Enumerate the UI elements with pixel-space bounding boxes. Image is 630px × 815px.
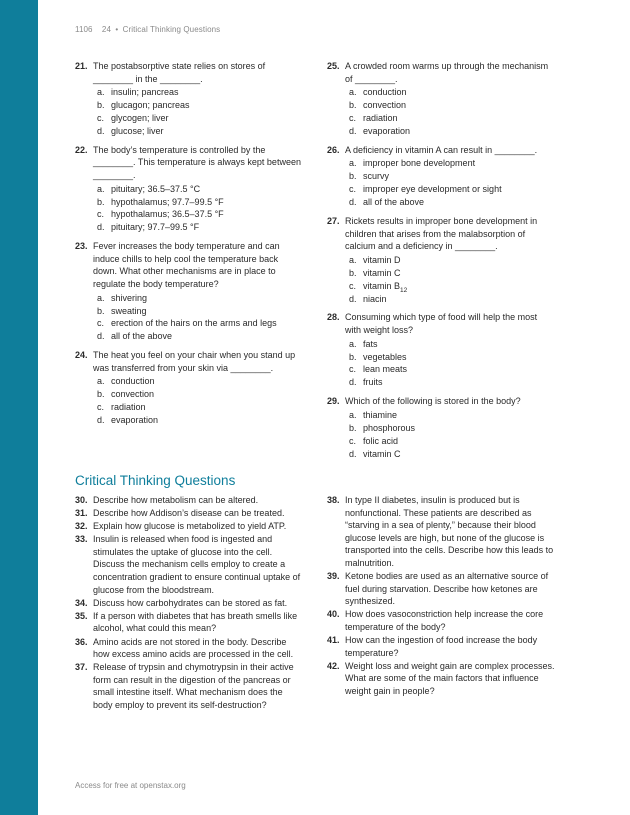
option-text: glucagon; pancreas	[111, 100, 190, 111]
question-number: 28.	[327, 312, 340, 323]
critical-thinking-question	[327, 570, 555, 608]
option-text: lean meats	[363, 364, 408, 375]
section-name: Critical Thinking Questions	[122, 25, 221, 34]
question	[327, 215, 555, 305]
option-letter: c.	[349, 184, 357, 195]
question-stem: The postabsorptive state relies on stores of ________ in the ________.	[93, 61, 266, 84]
answer-option	[345, 422, 555, 435]
option-letter: d.	[349, 293, 357, 304]
question-text: How does vasoconstriction help increase the core temperature of the body?	[345, 609, 544, 632]
question-text: Explain how glucose is metabolized to yield ATP.	[93, 521, 287, 532]
answer-option	[345, 196, 555, 209]
answer-option	[345, 125, 555, 138]
option-text: erection of the hairs on the arms and legs	[111, 318, 277, 329]
question-stem: Consuming which type of food will help the most with weight loss?	[345, 312, 538, 336]
question-number: 24.	[75, 350, 88, 361]
review-questions-right-column	[327, 60, 555, 466]
option-letter: b.	[97, 389, 105, 400]
question-text: Discuss how carbohydrates can be stored as fat.	[93, 597, 288, 608]
critical-thinking-question	[327, 494, 555, 570]
option-text: sweating	[111, 305, 147, 316]
answer-options	[93, 183, 303, 235]
question-number: 29.	[327, 396, 340, 407]
option-letter: c.	[97, 402, 105, 413]
option-text: glycogen; liver	[111, 113, 169, 123]
option-text: evaporation	[363, 125, 411, 136]
option-letter: a.	[349, 338, 357, 349]
question-stem: Rickets results in improper bone development in children that arises from the malabsorption of calcium and a deficiency in ________.	[345, 216, 538, 252]
option-letter: b.	[97, 305, 105, 316]
option-text: all of the above	[111, 331, 173, 342]
answer-option	[345, 170, 555, 183]
option-letter: c.	[349, 280, 357, 291]
option-letter: b.	[349, 422, 357, 433]
question-text: In type II diabetes, insulin is produced but is nonfunctional. These patients are described as “starving in a sea of plenty,” because their blood glucose levels are high, but none of the glucose is transported into the cells. Describe how this leads to malnutrition.	[345, 495, 554, 568]
answer-option	[345, 363, 555, 376]
option-letter: b.	[349, 351, 357, 362]
option-text: hypothalamus; 97.7–99.5 °F	[111, 196, 224, 207]
question	[75, 349, 303, 427]
question-number: 23.	[75, 241, 88, 252]
option-text: improper bone development	[363, 158, 476, 169]
option-letter: a.	[97, 87, 105, 98]
option-letter: d.	[97, 125, 105, 136]
question-number: 36.	[75, 636, 88, 647]
answer-option	[93, 112, 303, 125]
question-text: Release of trypsin and chymotrypsin in their active form can result in the digestion of the pancreas or small intestine itself. What mechanism does the body employ to prevent its self-destruction?	[93, 662, 294, 710]
option-text: evaporation	[111, 415, 159, 426]
question-text: Describe how metabolism can be altered.	[93, 495, 259, 505]
answer-options	[345, 86, 555, 138]
chapter-number: 24	[101, 25, 112, 34]
question-text: Amino acids are not stored in the body. Describe how excess amino acids are processed in the cell.	[93, 636, 294, 660]
option-text: convection	[363, 100, 407, 111]
critical-thinking-question	[75, 597, 303, 610]
answer-option	[93, 330, 303, 343]
header-separator: •	[115, 25, 119, 34]
option-text: scurvy	[363, 171, 390, 182]
option-letter: d.	[349, 125, 357, 136]
option-text: all of the above	[363, 197, 425, 208]
question-text: Weight loss and weight gain are complex processes. What are some of the main factors that influence weight gain in people?	[345, 660, 555, 696]
critical-thinking-question	[327, 634, 555, 659]
answer-option	[345, 86, 555, 99]
question-text: Insulin is released when food is ingested and stimulates the uptake of glucose into the cell. Discuss the mechanism cells employ to create a concentration gradient to ensure continual uptake of glucose from the bloodstream.	[93, 534, 301, 595]
question-stem: A crowded room warms up through the mechanism of ________.	[345, 61, 549, 84]
option-text: radiation	[363, 113, 398, 123]
question-number: 26.	[327, 144, 340, 155]
answer-option	[345, 267, 555, 280]
option-letter: a.	[349, 87, 357, 98]
option-letter: b.	[349, 171, 357, 182]
question	[75, 144, 303, 234]
option-letter: c.	[97, 113, 105, 123]
answer-option	[93, 183, 303, 196]
critical-thinking-question	[327, 608, 555, 633]
option-text: vitamin C	[363, 267, 401, 278]
option-letter: b.	[349, 267, 357, 278]
critical-thinking-question	[75, 494, 303, 507]
option-text: radiation	[111, 402, 146, 413]
question	[327, 395, 555, 460]
question-stem: The body’s temperature is controlled by the ________. This temperature is always kept between ________.	[93, 144, 301, 180]
answer-option	[345, 254, 555, 267]
option-text: niacin	[363, 293, 387, 304]
question-stem: Which of the following is stored in the body?	[345, 396, 521, 407]
option-text: phosphorous	[363, 422, 416, 433]
critical-thinking-question	[75, 610, 303, 635]
answer-options	[93, 86, 303, 138]
option-letter: d.	[349, 197, 357, 208]
question-number: 25.	[327, 61, 340, 71]
option-text: fruits	[363, 377, 383, 388]
option-text: vitamin C	[363, 448, 401, 459]
question-stem: A deficiency in vitamin A can result in ________.	[345, 144, 538, 155]
question-stem: The heat you feel on your chair when you stand up was transferred from your skin via ________.	[93, 350, 296, 373]
question-text: How can the ingestion of food increase the body temperature?	[345, 635, 538, 658]
question-number: 33.	[75, 534, 88, 545]
question-number: 30.	[75, 495, 88, 505]
answer-option	[345, 351, 555, 364]
option-text: folic acid	[363, 435, 399, 446]
question-number: 21.	[75, 61, 88, 71]
question-text: If a person with diabetes that has breath smells like alcohol, what could this mean?	[93, 610, 298, 634]
option-text: convection	[111, 389, 155, 400]
question-number: 42.	[327, 660, 340, 671]
question-number: 40.	[327, 609, 340, 620]
option-text: shivering	[111, 292, 148, 303]
question-number: 34.	[75, 597, 88, 608]
option-text: vitamin B	[363, 280, 401, 291]
answer-option	[345, 435, 555, 448]
answer-option	[345, 376, 555, 389]
answer-option	[345, 99, 555, 112]
option-text: thiamine	[363, 409, 398, 420]
answer-options	[345, 338, 555, 390]
page-number: 1106	[75, 25, 93, 34]
answer-option	[93, 99, 303, 112]
question	[75, 60, 303, 138]
option-letter: c.	[97, 209, 105, 220]
running-header	[75, 25, 220, 34]
option-letter: c.	[349, 435, 357, 446]
answer-option	[345, 448, 555, 461]
question-number: 32.	[75, 521, 88, 532]
answer-option	[345, 280, 555, 293]
critical-thinking-question	[327, 660, 555, 698]
question-number: 22.	[75, 144, 88, 155]
question-number: 31.	[75, 508, 88, 519]
option-text: pituitary; 97.7–99.5 °F	[111, 222, 200, 233]
answer-options	[93, 292, 303, 344]
answer-option	[93, 208, 303, 221]
option-letter: a.	[97, 376, 105, 387]
question-number: 38.	[327, 495, 340, 505]
question	[327, 144, 555, 209]
answer-option	[93, 125, 303, 138]
option-letter: d.	[349, 377, 357, 388]
answer-option	[345, 338, 555, 351]
option-letter: b.	[97, 196, 105, 207]
page-edge-bar	[0, 0, 38, 815]
option-text: vegetables	[363, 351, 407, 362]
critical-thinking-question	[75, 661, 303, 711]
option-text: conduction	[111, 376, 155, 387]
option-letter: d.	[97, 331, 105, 342]
option-letter: c.	[97, 318, 105, 329]
answer-option	[345, 409, 555, 422]
question	[75, 240, 303, 343]
option-text: insulin; pancreas	[111, 87, 179, 98]
critical-thinking-question	[75, 533, 303, 596]
option-letter: a.	[97, 292, 105, 303]
question-text: Describe how Addison’s disease can be treated.	[93, 508, 285, 519]
critical-thinking-question	[75, 636, 303, 661]
question-text: Ketone bodies are used as an alternative source of fuel during starvation. Describe how ketones are synthesized.	[345, 571, 549, 607]
option-letter: a.	[349, 254, 357, 265]
critical-thinking-right-column	[327, 494, 555, 698]
option-letter: b.	[97, 100, 105, 111]
answer-option	[93, 305, 303, 318]
option-letter: a.	[97, 183, 105, 194]
option-text: vitamin D	[363, 254, 401, 265]
option-letter: c.	[349, 113, 357, 123]
question-number: 27.	[327, 216, 340, 227]
answer-options	[345, 409, 555, 461]
option-text: hypothalamus; 36.5–37.5 °F	[111, 209, 224, 220]
option-text: fats	[363, 338, 378, 349]
option-letter: b.	[349, 100, 357, 111]
answer-option	[93, 388, 303, 401]
answer-option	[93, 292, 303, 305]
question-number: 39.	[327, 571, 340, 582]
answer-option	[93, 414, 303, 427]
question	[327, 311, 555, 389]
option-subscript: 12	[400, 286, 408, 294]
option-letter: d.	[97, 415, 105, 426]
option-letter: c.	[349, 364, 357, 375]
question-number: 41.	[327, 635, 340, 646]
option-letter: a.	[349, 158, 357, 169]
answer-options	[345, 254, 555, 306]
review-questions-left-column	[75, 60, 303, 433]
answer-option	[93, 401, 303, 414]
page-footer: Access for free at openstax.org	[75, 781, 186, 790]
answer-option	[93, 196, 303, 209]
answer-options	[345, 157, 555, 209]
question-number: 37.	[75, 662, 88, 673]
answer-option	[93, 221, 303, 234]
section-title: Critical Thinking Questions	[75, 473, 236, 488]
question-stem: Fever increases the body temperature and can induce chills to help cool the temperature back down. What other mechanisms are in place to regulate the body temperature?	[93, 241, 280, 289]
answer-option	[93, 375, 303, 388]
option-letter: d.	[97, 222, 105, 233]
answer-option	[93, 317, 303, 330]
option-letter: a.	[349, 409, 357, 420]
answer-option	[345, 183, 555, 196]
option-letter: d.	[349, 448, 357, 459]
critical-thinking-left-column	[75, 494, 303, 712]
option-text: improper eye development or sight	[363, 184, 502, 195]
question-number: 35.	[75, 610, 88, 621]
answer-option	[345, 293, 555, 306]
answer-options	[93, 375, 303, 427]
answer-option	[93, 86, 303, 99]
option-text: conduction	[363, 87, 407, 98]
critical-thinking-question	[75, 520, 303, 533]
option-text: pituitary; 36.5–37.5 °C	[111, 183, 201, 194]
question	[327, 60, 555, 138]
answer-option	[345, 112, 555, 125]
answer-option	[345, 157, 555, 170]
option-text: glucose; liver	[111, 125, 164, 136]
critical-thinking-question	[75, 507, 303, 520]
